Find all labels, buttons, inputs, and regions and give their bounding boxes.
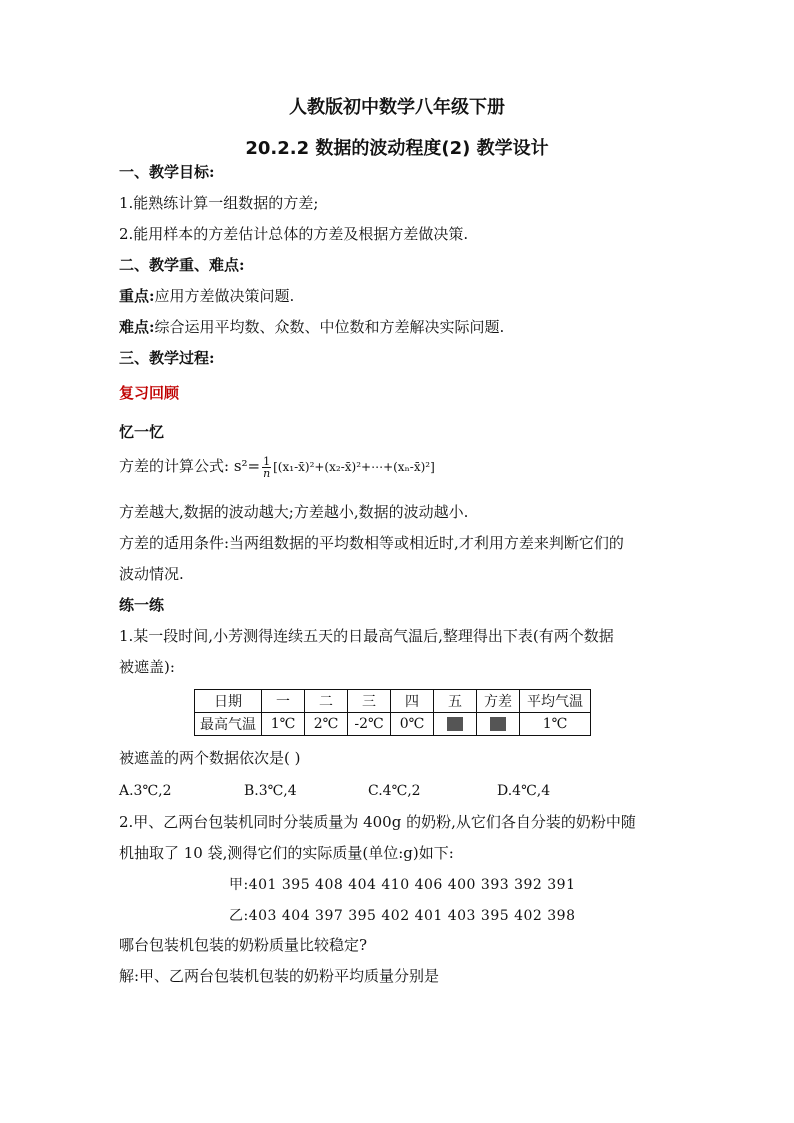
recall-heading: 忆一忆 [119,423,165,441]
fraction-denominator: n [263,466,271,480]
table-header-cell: 平均气温 [520,690,591,713]
variance-formula [119,455,435,485]
question-2-line-2: 机抽取了 10 袋,测得它们的实际质量(单位:g)如下: [119,844,454,862]
table-cell-masked [477,713,520,736]
table-cell: 1℃ [520,713,591,736]
option-c: C.4℃,2 [368,783,421,799]
difficult-point-label: 难点: [119,318,155,336]
formula-body: [(x₁-x̄)²+(x₂-x̄)²+⋯+(xₙ-x̄)²] [273,460,435,474]
table-row [195,713,591,736]
section-heading-process: 三、教学过程: [119,349,215,367]
temperature-table [194,689,591,736]
table-header-cell: 一 [262,690,305,713]
table-header-cell: 四 [391,690,434,713]
solution-line: 解:甲、乙两台包装机包装的奶粉平均质量分别是 [119,967,440,985]
difficult-point [119,317,504,337]
table-header-row [195,690,591,713]
data-row-jia: 甲:401 395 408 404 410 406 400 393 392 391 [229,877,576,893]
table-cell: 0℃ [391,713,434,736]
table-header-cell: 方差 [477,690,520,713]
question-1-line-1: 1.某一段时间,小芳测得连续五天的日最高气温后,整理得出下表(有两个数据 [119,627,614,645]
review-heading: 复习回顾 [119,384,180,402]
table-header-cell: 三 [348,690,391,713]
option-b: B.3℃,4 [244,783,297,799]
table-cell: 2℃ [305,713,348,736]
question-2-prompt: 哪台包装机包装的奶粉质量比较稳定? [119,936,368,954]
option-a: A.3℃,2 [119,783,172,799]
section-heading-key-points: 二、教学重、难点: [119,256,245,274]
table-header-cell: 五 [434,690,477,713]
variance-note-2a: 方差的适用条件:当两组数据的平均数相等或相近时,才利用方差来判断它们的 [119,534,624,552]
goal-2: 2.能用样本的方差估计总体的方差及根据方差做决策. [119,225,469,243]
practice-heading: 练一练 [119,596,165,614]
masked-value-block [447,717,463,731]
table-cell: 1℃ [262,713,305,736]
doc-subtitle: 20.2.2 数据的波动程度(2) 教学设计 [245,138,549,159]
key-point-text: 应用方差做决策问题. [154,287,295,305]
question-1-line-2: 被遮盖): [119,658,175,676]
doc-title: 人教版初中数学八年级下册 [289,97,505,118]
table-row-label: 最高气温 [195,713,262,736]
formula-label: 方差的计算公式: [119,457,230,475]
question-1-prompt: 被遮盖的两个数据依次是( ) [119,749,301,767]
table-cell: -2℃ [348,713,391,736]
section-heading-goals: 一、教学目标: [119,163,215,181]
key-point [119,286,294,306]
variance-note-1: 方差越大,数据的波动越大;方差越小,数据的波动越小. [119,503,469,521]
table-header-cell: 二 [305,690,348,713]
question-2-line-1: 2.甲、乙两台包装机同时分装质量为 400g 的奶粉,从它们各自分装的奶粉中随 [119,813,636,831]
goal-1: 1.能熟练计算一组数据的方差; [119,194,319,212]
option-d: D.4℃,4 [497,783,551,799]
key-point-label: 重点: [119,287,155,305]
fraction-numerator: 1 [263,454,271,468]
table-cell-masked [434,713,477,736]
variance-note-2b: 波动情况. [119,565,184,583]
table-header-cell: 日期 [195,690,262,713]
difficult-point-text: 综合运用平均数、众数、中位数和方差解决实际问题. [154,318,505,336]
masked-value-block [490,717,506,731]
formula-fraction [262,456,271,479]
formula-lhs: s²= [233,457,261,475]
data-row-yi: 乙:403 404 397 395 402 401 403 395 402 398 [229,908,576,924]
